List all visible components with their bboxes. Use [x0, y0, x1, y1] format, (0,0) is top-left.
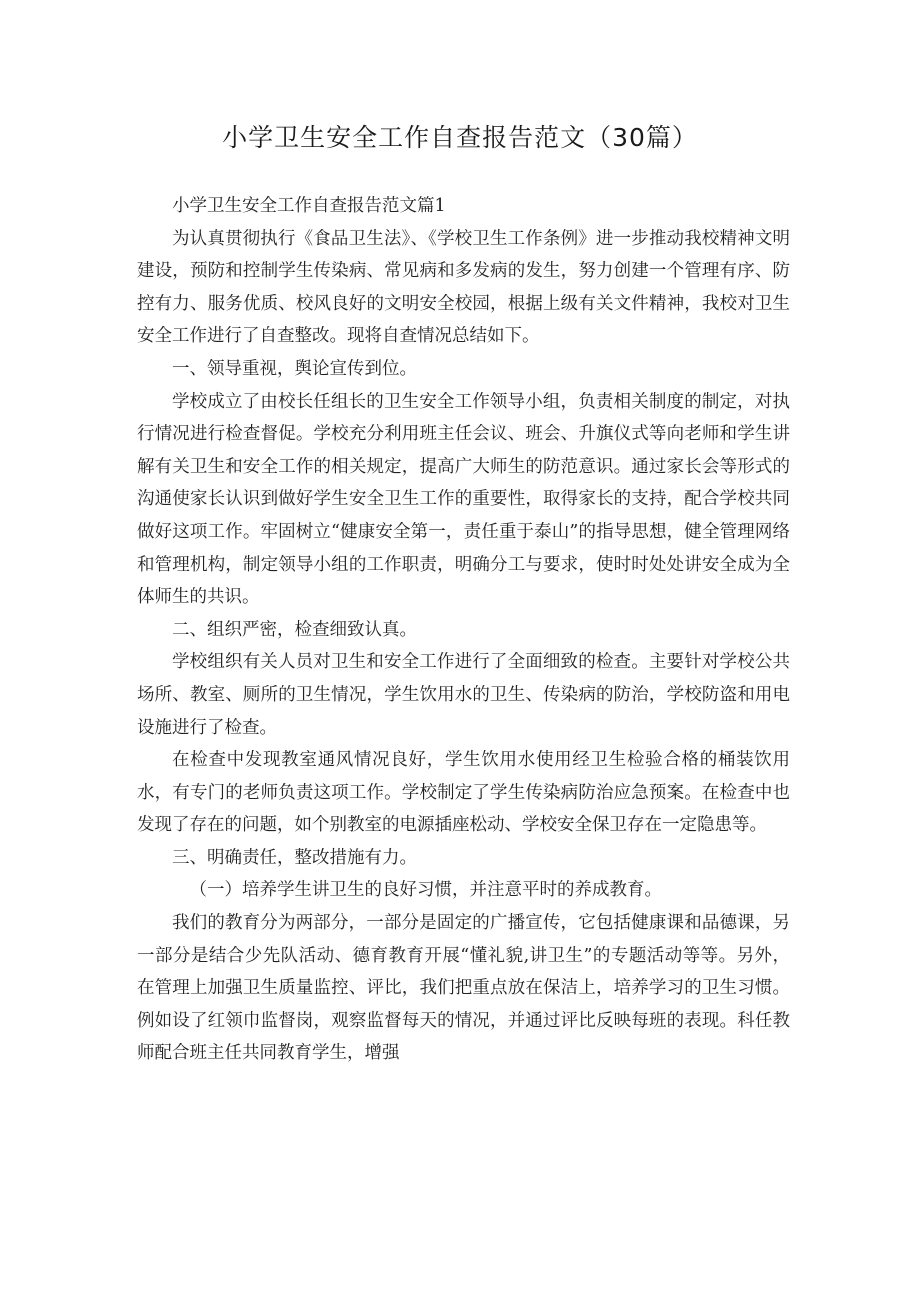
section-heading: 小学卫生安全工作自查报告范文篇1: [172, 196, 446, 216]
document-title: 小学卫生安全工作自查报告范文（30篇）: [222, 123, 698, 152]
subsection-heading: （一）培养学生讲卫生的良好习惯，并注意平时的养成教育。: [189, 880, 662, 901]
body-paragraph: 学校成立了由校长任组长的卫生安全工作领导小组，负责相关制度的制定，对执行情况进行检查督促。学校充分利用班主任会议、班会、升旗仪式等向老师和学生讲解有关卫生和安全工作的相关规定，提高广大师生的防范意识。通过家长会等形式的沟通使家长认识到做好学生安全卫生工作的重要性，取得家长的支持，配合学校共同做好这项工作。牢固树立“健康安全第一，责任重于泰山”的指导思想，健全管理网络和管理机构，制定领导小组的工作职责，明确分工与要求，使时时处处讲安全成为全体师生的共识。: [137, 391, 790, 608]
body-paragraph: 为认真贯彻执行《食品卫生法》、《学校卫生工作条例》进一步推动我校精神文明建设，预防和控制学生传染病、常见病和多发病的发生，努力创建一个管理有序、防控有力、服务优质、校风良好的文明安全校园，根据上级有关文件精神，我校对卫生安全工作进行了自查整改。现将自查情况总结如下。: [137, 228, 790, 347]
section-heading: 一、领导重视，舆论宣传到位。: [172, 358, 417, 379]
section-heading: 二、组织严密，检查细致认真。: [172, 619, 417, 640]
document-body: [137, 190, 790, 1070]
section-heading: 三、明确责任，整改措施有力。: [172, 847, 417, 868]
body-paragraph: 在检查中发现教室通风情况良好，学生饮用水使用经卫生检验合格的桶装饮用水，有专门的老师负责这项工作。学校制定了学生传染病防治应急预案。在检查中也发现了存在的问题，如个别教室的电源插座松动、学校安全保卫存在一定隐患等。: [137, 750, 790, 836]
body-paragraph: 学校组织有关人员对卫生和安全工作进行了全面细致的检查。主要针对学校公共场所、教室、厕所的卫生情况，学生饮用水的卫生、传染病的防治，学校防盗和用电设施进行了检查。: [137, 652, 790, 738]
body-paragraph: 我们的教育分为两部分，一部分是固定的广播宣传，它包括健康课和品德课，另一部分是结合少先队活动、德育教育开展“懂礼貌,讲卫生”的专题活动等等。另外，在管理上加强卫生质量监控、评比，我们把重点放在保洁上，培养学习的卫生习惯。例如设了红领巾监督岗，观察监督每天的情况，并通过评比反映每班的表现。科任教师配合班主任共同教育学生，增强: [137, 913, 790, 1064]
